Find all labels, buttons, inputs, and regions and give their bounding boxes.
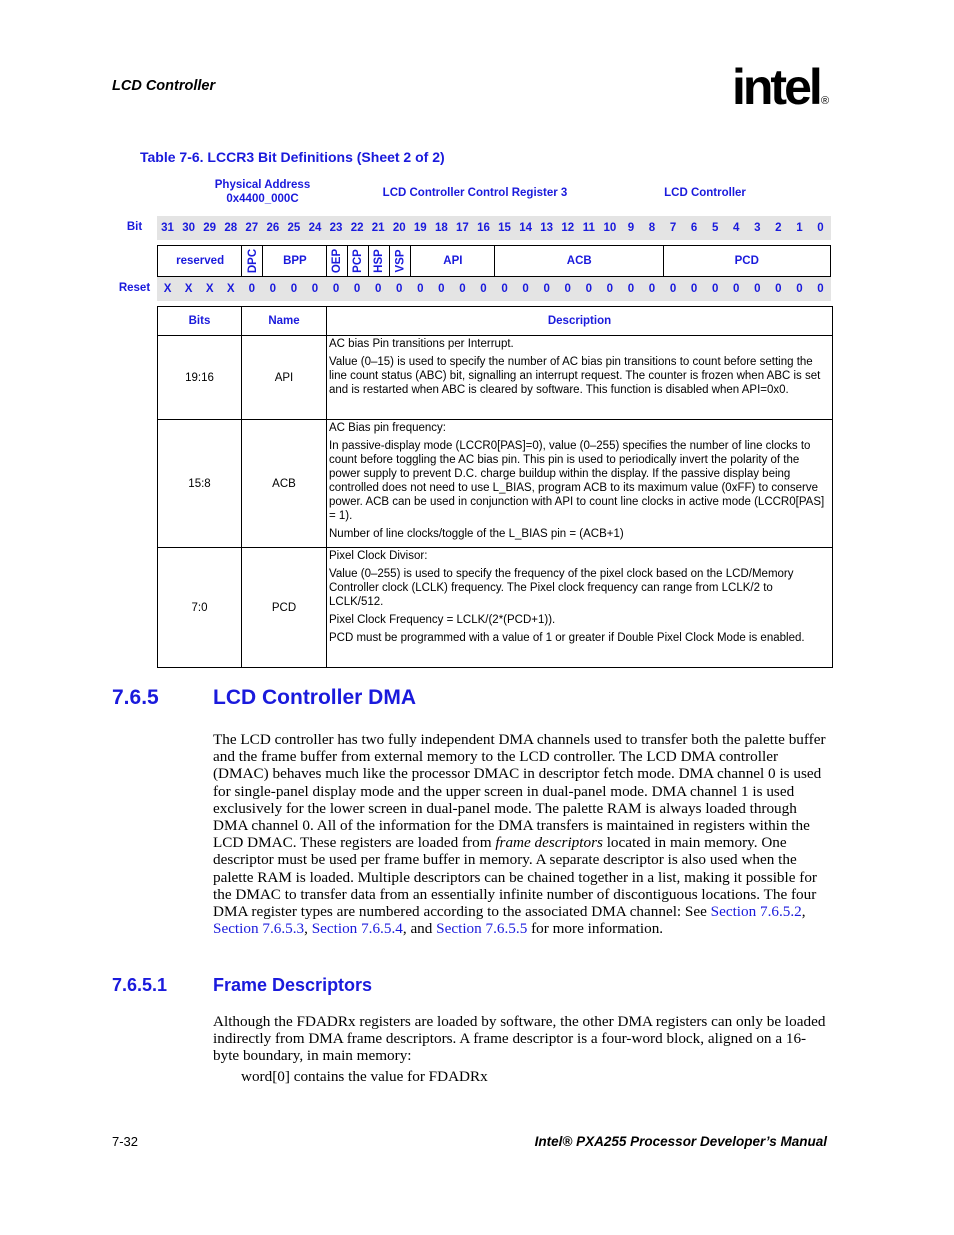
register-field	[326, 245, 348, 277]
manual-title: Intel® PXA255 Processor Developer’s Manual	[534, 1134, 827, 1149]
unit-name: LCD Controller	[664, 187, 746, 199]
row-name: PCD	[242, 548, 327, 668]
reset-value: 0	[775, 283, 782, 295]
body-paragraph-frame-descriptors: Although the FDADRx registers are loaded by software, the other DMA registers can only be loaded indirectly from DMA frame descriptors. A frame descriptor is a four-word block, aligned on a 16-byte boundary, in main memory:	[213, 1013, 826, 1065]
table-row	[158, 420, 833, 548]
bit-row-label: Bit	[126, 221, 143, 233]
section-number: 7.6.5.1	[112, 975, 168, 995]
register-field-name: PCD	[734, 255, 759, 267]
reset-value: 0	[754, 283, 761, 295]
row-description	[327, 420, 833, 548]
row-name: API	[242, 336, 327, 420]
bit-number: 30	[182, 222, 195, 234]
reset-value-row	[157, 277, 831, 301]
bit-number: 19	[413, 222, 427, 234]
field-row	[157, 245, 831, 277]
bit-number: 2	[775, 222, 782, 234]
reset-value: 0	[522, 283, 529, 295]
reset-value: 0	[501, 283, 508, 295]
link-section-7-6-5-2[interactable]: Section 7.6.5.2	[710, 903, 802, 921]
bit-number: 27	[245, 222, 259, 234]
reset-value: 0	[543, 283, 550, 295]
reset-value: 0	[690, 283, 698, 295]
bit-number: 22	[350, 222, 364, 234]
row-bits: 7:0	[158, 548, 242, 668]
register-field-name: PCP	[352, 249, 365, 273]
bit-number: 17	[456, 222, 469, 234]
bit-number-row	[157, 216, 831, 240]
reset-value: 0	[796, 283, 803, 295]
reset-value: 0	[733, 283, 740, 295]
reset-value: 0	[396, 283, 403, 295]
table-title: Table 7-6. LCCR3 Bit Definitions (Sheet 2 of 2)	[140, 149, 445, 165]
bit-number: 1	[796, 222, 803, 234]
bit-number: 5	[711, 222, 719, 234]
bit-number: 31	[161, 222, 174, 234]
bit-number: 14	[519, 222, 532, 234]
bit-number: 29	[203, 222, 217, 234]
physical-address-value: 0x4400_000C	[226, 193, 299, 205]
bit-number: 21	[371, 222, 385, 234]
reset-value: 0	[417, 283, 424, 295]
register-field	[663, 245, 832, 277]
section-title: LCD Controller DMA	[213, 686, 416, 709]
paragraph-text: located in main memory. One descriptor must be used per frame buffer in memory. A separate descriptor is also used when the palette RAM is loaded. Multiple descriptors can be chained together in a list, making it possible for the DMAC to transfer data from an essentially infinite number of discontiguous locations. The four DMA register types are numbered according to the associated DMA channel: See	[213, 834, 817, 921]
paragraph-text: for more information.	[527, 920, 664, 938]
reset-value: 0	[311, 283, 319, 295]
register-field-name: BPP	[283, 255, 307, 267]
register-field	[262, 245, 326, 277]
register-field-name: OEP	[331, 248, 344, 274]
reset-value: 0	[269, 283, 277, 295]
register-field-name: DPC	[246, 248, 259, 274]
row-bits: 19:16	[158, 336, 242, 420]
bit-number: 0	[817, 222, 824, 234]
description-paragraph: AC Bias pin frequency:	[329, 422, 446, 434]
register-field-name: HSP	[373, 249, 386, 273]
reset-value: 0	[669, 283, 677, 295]
physical-address-block	[200, 178, 325, 206]
reset-value: 0	[459, 283, 466, 295]
reset-value: 0	[374, 283, 382, 295]
paragraph-text: The LCD controller has two fully independent DMA channels used to transfer both the palette buffer and the frame buffer from external memory to the LCD controller. The LCD DMA controller (DMAC) behaves much like the processor DMAC in descriptor fetch mode. DMA channel 0 is used for single-panel display mode and the upper screen in dual-panel mode. DMA channel 1 is used exclusively for the lower screen in dual-panel mode. The palette RAM is always loaded through DMA channel 0. All of the information for the DMA transfers is maintained in registers within the LCD DMAC. These registers are loaded from	[213, 731, 826, 852]
register-field	[410, 245, 495, 277]
bit-number: 16	[477, 222, 490, 234]
section-number: 7.6.5	[112, 686, 159, 709]
register-field-name: reserved	[176, 255, 225, 267]
description-paragraph: Pixel Clock Divisor:	[329, 550, 428, 562]
register-name: LCD Controller Control Register 3	[382, 187, 568, 199]
reset-value: 0	[564, 283, 571, 295]
intel-logo	[730, 60, 840, 120]
bit-number: 3	[754, 222, 761, 234]
bit-number: 18	[434, 222, 448, 234]
register-field-name: API	[443, 255, 463, 267]
section-title: Frame Descriptors	[213, 975, 373, 995]
reset-value: 0	[585, 283, 592, 295]
reset-value: 0	[627, 283, 635, 295]
column-header-description: Description	[327, 307, 833, 336]
register-field-name: ACB	[566, 255, 592, 267]
bit-number: 26	[266, 222, 280, 234]
description-paragraph: Number of line clocks/toggle of the L_BIAS pin = (ACB+1)	[329, 528, 624, 540]
link-section-7-6-5-3[interactable]: Section 7.6.5.3	[213, 920, 305, 938]
page-number: 7-32	[112, 1134, 139, 1149]
table-header-row	[158, 307, 833, 336]
row-bits: 15:8	[158, 420, 242, 548]
list-item: word[0] contains the value for FDADRx	[241, 1068, 488, 1085]
reset-value: 0	[648, 283, 656, 295]
description-paragraph: Pixel Clock Frequency = LCLK/(2*(PCD+1)).	[329, 614, 556, 626]
column-header-bits: Bits	[158, 307, 242, 336]
register-field	[157, 245, 242, 277]
row-description	[327, 548, 833, 668]
description-paragraph: Value (0–255) is used to specify the frequency of the pixel clock based on the LCD/Memory Controller clock (LCLK) frequency. The Pixel clock frequency can range from LCLK/2 to LCLK/512.	[329, 568, 794, 608]
bit-number: 8	[648, 222, 656, 234]
bit-number: 4	[733, 222, 740, 234]
reset-value: 0	[606, 283, 614, 295]
bit-number: 10	[603, 222, 617, 234]
paragraph-separator: ,	[801, 903, 806, 921]
intel-logo-graphic	[730, 60, 840, 120]
running-head: LCD Controller	[112, 78, 216, 94]
reset-value: 0	[290, 283, 298, 295]
physical-address-label: Physical Address	[214, 179, 311, 191]
row-name: ACB	[242, 420, 327, 548]
body-paragraph-dma	[213, 731, 830, 937]
reset-row-label: Reset	[118, 282, 151, 294]
paragraph-separator: ,	[304, 920, 312, 938]
bit-number: 28	[224, 222, 238, 234]
bit-number: 11	[582, 222, 595, 234]
reset-value: 0	[480, 283, 487, 295]
bit-number: 20	[392, 222, 406, 234]
reset-value: 0	[711, 283, 719, 295]
reset-value: X	[163, 283, 172, 295]
reset-value: 0	[817, 283, 824, 295]
bit-definition-table	[157, 306, 833, 668]
bit-number: 23	[329, 222, 343, 234]
description-paragraph: PCD must be programmed with a value of 1 or greater if Double Pixel Clock Mode is enabled.	[329, 632, 805, 644]
reset-value: 0	[332, 283, 340, 295]
paragraph-italic-term: frame descriptors	[495, 834, 603, 852]
bit-number: 12	[561, 222, 575, 234]
reset-value: X	[184, 283, 193, 295]
reset-value: X	[205, 283, 214, 295]
bit-number: 9	[627, 222, 635, 234]
logo-wordmark: intel	[732, 60, 820, 115]
register-field	[389, 245, 411, 277]
link-section-7-6-5-4[interactable]: Section 7.6.5.4	[311, 920, 403, 938]
reset-value: 0	[248, 283, 255, 295]
register-field	[368, 245, 390, 277]
reset-value: 0	[438, 283, 445, 295]
row-description	[327, 336, 833, 420]
register-field	[494, 245, 664, 277]
reset-value: X	[226, 283, 235, 295]
table-row	[158, 336, 833, 420]
bit-number: 7	[669, 222, 677, 234]
register-field	[347, 245, 369, 277]
bit-number: 6	[690, 222, 698, 234]
table-row	[158, 548, 833, 668]
paragraph-separator: , and	[402, 920, 437, 938]
register-field	[241, 245, 263, 277]
bit-number: 15	[498, 222, 511, 234]
logo-registered-mark: ®	[821, 95, 830, 107]
description-paragraph: In passive-display mode (LCCR0[PAS]=0), value (0–255) specifies the number of line clocks to count before toggling the AC bias pin. This pin is used to periodically invert the polarity of the power supply to prevent D.C. charge buildup within the display. If the passive display being controlled does not need to use L_BIAS, program ACB to its maximum value (0xFF) to conserve power. ACB can be used in conjunction with API to count line clocks in active mode (LCCR0[PAS] = 1).	[329, 440, 825, 522]
column-header-name: Name	[242, 307, 327, 336]
description-paragraph: AC bias Pin transitions per Interrupt.	[329, 338, 514, 350]
bit-number: 25	[287, 222, 301, 234]
bit-number: 13	[540, 222, 554, 234]
link-section-7-6-5-5[interactable]: Section 7.6.5.5	[436, 920, 528, 938]
reset-value: 0	[353, 283, 361, 295]
description-paragraph: Value (0–15) is used to specify the number of AC bias pin transitions to count before setting the line count status (ABC) bit, signalling an interrupt request. The counter is frozen when ABC is set and is restarted when ABC is cleared by software. This function is disabled when API=0x0.	[329, 356, 821, 396]
register-field-name: VSP	[394, 249, 407, 273]
bit-number: 24	[308, 222, 322, 234]
